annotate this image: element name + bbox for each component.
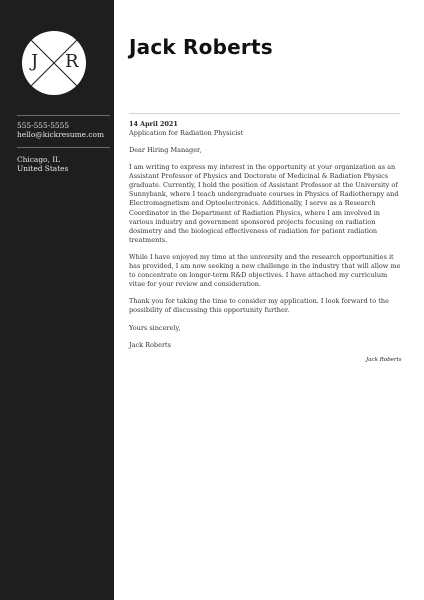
sidebar	[0, 0, 114, 600]
address-country: United States	[17, 164, 69, 173]
letter-greeting: Dear Hiring Manager,	[129, 146, 202, 154]
letter-paragraph-3: Thank you for taking the time to consider my application. I look forward to the possibility of discussing this opportunity further.	[129, 297, 389, 315]
contact-phone[interactable]: 555-555-5555	[17, 121, 70, 130]
letter-date: 14 April 2021	[129, 120, 178, 128]
letter-paragraph-2: While I have enjoyed my time at the university and the research opportunities it has provided, I am now seeking a new challenge in the industry that will allow me to concentrate on longer-term R&D objectives. I have attached my curriculum vitae for your review and consideration.	[129, 252, 401, 289]
contact-email[interactable]: hello@kickresume.com	[17, 130, 104, 139]
letter-subject: Application for Radiation Physicist	[129, 129, 244, 137]
monogram-initial-first: J	[31, 51, 39, 72]
sidebar-divider-top	[17, 115, 110, 116]
address-city: Chicago, IL	[17, 155, 61, 164]
letter-body	[129, 146, 401, 358]
handwritten-signature: Jack Roberts	[366, 357, 402, 363]
applicant-name: Jack Roberts	[129, 35, 273, 59]
letter-sender-name: Jack Roberts	[129, 340, 171, 349]
header-divider	[129, 113, 400, 114]
letter-closing: Yours sincerely,	[129, 323, 181, 332]
sidebar-divider-middle	[17, 147, 110, 148]
monogram-initial-second: R	[65, 51, 79, 72]
letter-paragraph-1: I am writing to express my interest in the opportunity at your organization as an Assistant Professor of Physics and Doctorate of Medicinal & Radiation Physics graduate. Currently, I hold the position of Assistant Professor at the University of Sunnybank, where I teach undergraduate courses in Physics of Radiotherapy and Electromagnetism and Optoelectronics. Additionally, I serve as a Research Coordinator in the Department of Radiation Physics, where I am involved in various industry and government sponsored projects focusing on radiation dosimetry and the biological effectiveness of radiation for patient radiation treatments.	[129, 163, 399, 244]
monogram-logo	[22, 31, 86, 95]
